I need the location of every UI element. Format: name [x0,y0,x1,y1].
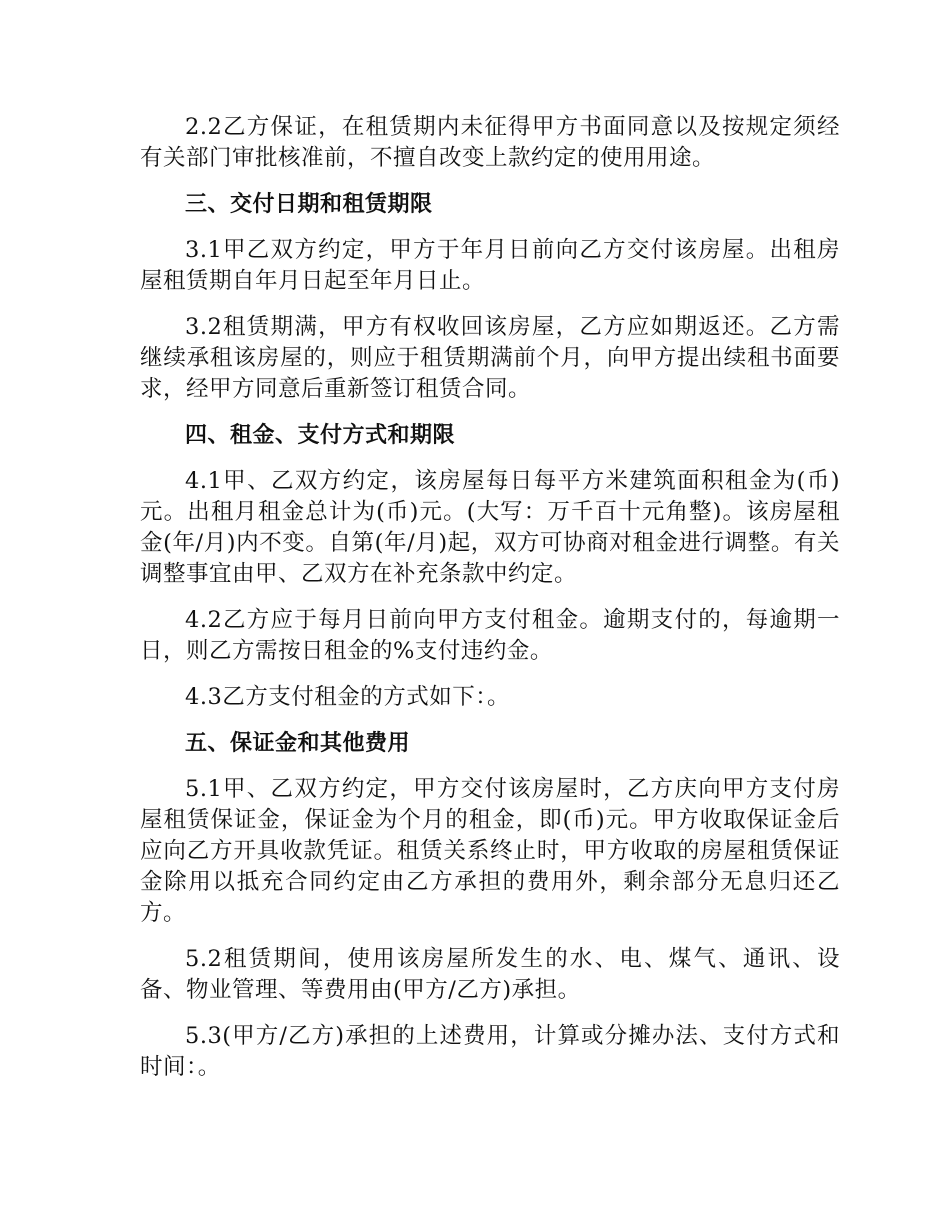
clause-3-2: 3.2租赁期满，甲方有权收回该房屋，乙方应如期返还。乙方需继续承租该房屋的，则应于租赁期满前个月，向甲方提出续租书面要求，经甲方同意后重新签订租赁合同。 [140,314,840,402]
clause-5-2: 5.2租赁期间，使用该房屋所发生的水、电、煤气、通讯、设备、物业管理、等费用由(甲方/乙方)承担。 [140,946,840,1003]
section-heading-5: 五、保证金和其他费用 [185,731,411,756]
section-heading-3: 三、交付日期和租赁期限 [185,192,433,217]
clause-4-3: 4.3乙方支付租金的方式如下：。 [185,684,511,710]
clause-5-3: 5.3(甲方/乙方)承担的上述费用，计算或分摊办法、支付方式和时间：。 [140,1023,840,1080]
clause-5-1: 5.1甲、乙双方约定，甲方交付该房屋时，乙方庆向甲方支付房屋租赁保证金，保证金为个月的租金，即(币)元。甲方收取保证金后应向乙方开具收款凭证。租赁关系终止时，甲方收取的房屋租赁保证金除用以抵充合同约定由乙方承担的费用外，剩余部分无息归还乙方。 [140,776,840,926]
clause-3-1: 3.1甲乙双方约定，甲方于年月日前向乙方交付该房屋。出租房屋租赁期自年月日起至年月日止。 [140,237,840,294]
section-heading-4: 四、租金、支付方式和期限 [185,423,456,448]
clause-4-1: 4.1甲、乙双方约定，该房屋每日每平方米建筑面积租金为(币)元。出租月租金总计为(币)元。(大写：万千百十元角整)。该房屋租金(年/月)内不变。自第(年/月)起，双方可协商对租金进行调整。有关调整事宜由甲、乙双方在补充条款中约定。 [140,468,840,587]
clause-4-2: 4.2乙方应于每月日前向甲方支付租金。逾期支付的，每逾期一日，则乙方需按日租金的%支付违约金。 [140,607,840,664]
clause-2-2: 2.2乙方保证，在租赁期内未征得甲方书面同意以及按规定须经有关部门审批核准前，不擅自改变上款约定的使用用途。 [140,114,840,171]
document-page [140,112,840,1098]
